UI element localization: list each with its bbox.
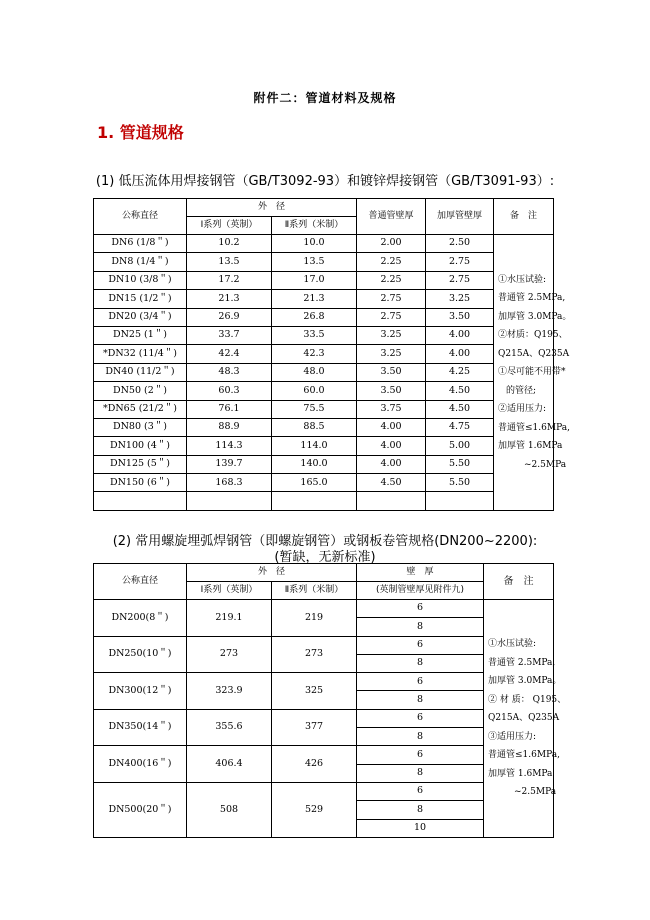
series2-od-cell: 33.5 xyxy=(272,326,357,344)
series2-od-cell: 377 xyxy=(272,709,357,746)
thick-wall-cell: 2.75 xyxy=(426,253,494,271)
remark-line: ②材质：Q195、 xyxy=(498,330,568,341)
thick-wall-cell: 5.00 xyxy=(426,437,494,455)
remarks-notes xyxy=(484,600,567,838)
nominal-diameter-cell: DN6 (1/8＂) xyxy=(94,235,187,253)
series2-od-cell: 529 xyxy=(272,782,357,837)
wall-thickness-cell: 6 xyxy=(357,746,484,764)
wall-thickness-cell: 8 xyxy=(357,801,484,819)
series1-od-cell: 139.7 xyxy=(187,455,272,473)
table-row xyxy=(94,455,554,473)
thick-wall-cell: 4.00 xyxy=(426,326,494,344)
table2-caption: (2) 常用螺旋埋弧焊钢管（即螺旋钢管）或钢板卷管规格(DN200~2200): xyxy=(112,534,538,549)
thick-wall-cell: 4.25 xyxy=(426,363,494,381)
table2-caption-note: (暂缺，无新标准) xyxy=(274,550,376,565)
table-row xyxy=(94,600,554,618)
series1-od-cell: 60.3 xyxy=(187,382,272,400)
wall-thickness-cell: 10 xyxy=(357,819,484,837)
remark-line: ③适用压力: xyxy=(488,731,537,742)
nominal-diameter-cell: DN25 (1＂) xyxy=(94,326,187,344)
nominal-diameter-cell: DN150 (6＂) xyxy=(94,474,187,492)
wall-thickness-cell: 8 xyxy=(357,654,484,672)
header-outer-diameter: 外 径 xyxy=(187,199,357,217)
nominal-diameter-cell: DN10 (3/8＂) xyxy=(94,271,187,289)
normal-wall-cell: 3.25 xyxy=(357,345,426,363)
empty-cell xyxy=(272,492,357,510)
thick-wall-cell: 4.50 xyxy=(426,382,494,400)
nominal-diameter-cell: DN300(12＂) xyxy=(94,673,187,710)
remarks-notes xyxy=(494,235,572,511)
series1-od-cell: 508 xyxy=(187,782,272,837)
remark-line: 加厚管 1.6MPa xyxy=(498,441,563,452)
header-series2: Ⅱ系列（米制） xyxy=(272,217,357,235)
series2-od-cell: 88.5 xyxy=(272,418,357,436)
normal-wall-cell: 4.00 xyxy=(357,455,426,473)
table-row xyxy=(94,253,554,271)
empty-cell xyxy=(187,492,272,510)
remark-line: 加厚管 3.0MPa。 xyxy=(498,311,572,322)
remark-line: ①水压试验: xyxy=(488,639,537,650)
section-title: 1. 管道规格 xyxy=(97,123,184,142)
series2-od-cell: 273 xyxy=(272,636,357,673)
series1-od-cell: 17.2 xyxy=(187,271,272,289)
nominal-diameter-cell: DN100 (4＂) xyxy=(94,437,187,455)
header-wall-note: (英制管壁厚见附件九) xyxy=(357,582,484,600)
thick-wall-cell: 4.50 xyxy=(426,400,494,418)
empty-cell xyxy=(94,492,187,510)
series1-od-cell: 273 xyxy=(187,636,272,673)
table-row-empty xyxy=(94,492,554,510)
nominal-diameter-cell: DN8 (1/4＂) xyxy=(94,253,187,271)
series1-od-cell: 13.5 xyxy=(187,253,272,271)
series2-od-cell: 426 xyxy=(272,746,357,783)
wall-thickness-cell: 6 xyxy=(357,636,484,654)
series1-od-cell: 406.4 xyxy=(187,746,272,783)
header-nominal-diameter: 公称直径 xyxy=(94,564,187,600)
wall-thickness-cell: 6 xyxy=(357,782,484,800)
header-thick-wall: 加厚管壁厚 xyxy=(426,199,494,235)
normal-wall-cell: 2.00 xyxy=(357,235,426,253)
table-row xyxy=(94,235,554,253)
series2-od-cell: 17.0 xyxy=(272,271,357,289)
header-series1: Ⅰ系列（英制） xyxy=(187,582,272,600)
normal-wall-cell: 3.75 xyxy=(357,400,426,418)
header-series1: Ⅰ系列（英制） xyxy=(187,217,272,235)
nominal-diameter-cell: DN500(20＂) xyxy=(94,782,187,837)
header-remarks: 备 注 xyxy=(494,199,554,235)
remark-line: ~2.5MPa xyxy=(524,459,567,470)
table-row xyxy=(94,345,554,363)
series1-od-cell: 26.9 xyxy=(187,308,272,326)
table-row xyxy=(94,290,554,308)
thick-wall-cell: 2.50 xyxy=(426,235,494,253)
remark-line: ①尽可能不用带* xyxy=(498,367,566,378)
table-row xyxy=(94,271,554,289)
page-title: 附件二：管道材料及规格 xyxy=(253,91,397,105)
header-nominal-diameter: 公称直径 xyxy=(94,199,187,235)
series2-od-cell: 75.5 xyxy=(272,400,357,418)
remark-line: 普通管 2.5MPa, xyxy=(488,657,556,668)
series2-od-cell: 26.8 xyxy=(272,308,357,326)
nominal-diameter-cell: DN15 (1/2＂) xyxy=(94,290,187,308)
normal-wall-cell: 3.50 xyxy=(357,363,426,381)
wall-thickness-cell: 6 xyxy=(357,600,484,618)
thick-wall-cell: 3.50 xyxy=(426,308,494,326)
thick-wall-cell: 4.75 xyxy=(426,418,494,436)
series2-od-cell: 114.0 xyxy=(272,437,357,455)
series1-od-cell: 33.7 xyxy=(187,326,272,344)
header-normal-wall: 普通管壁厚 xyxy=(357,199,426,235)
wall-thickness-cell: 6 xyxy=(357,709,484,727)
series1-od-cell: 10.2 xyxy=(187,235,272,253)
wall-thickness-cell: 6 xyxy=(357,673,484,691)
remark-line: Q215A、Q235A xyxy=(488,713,560,724)
series1-od-cell: 219.1 xyxy=(187,600,272,637)
wall-thickness-cell: 8 xyxy=(357,691,484,709)
thick-wall-cell: 3.25 xyxy=(426,290,494,308)
spiral-pipe-table xyxy=(93,563,567,838)
nominal-diameter-cell: *DN32 (11/4＂) xyxy=(94,345,187,363)
wall-thickness-cell: 8 xyxy=(357,728,484,746)
series1-od-cell: 88.9 xyxy=(187,418,272,436)
series1-od-cell: 323.9 xyxy=(187,673,272,710)
nominal-diameter-cell: DN80 (3＂) xyxy=(94,418,187,436)
series1-od-cell: 42.4 xyxy=(187,345,272,363)
normal-wall-cell: 4.50 xyxy=(357,474,426,492)
empty-cell xyxy=(357,492,426,510)
remark-line: 的管径; xyxy=(506,385,537,396)
series2-od-cell: 219 xyxy=(272,600,357,637)
series2-od-cell: 165.0 xyxy=(272,474,357,492)
thick-wall-cell: 4.00 xyxy=(426,345,494,363)
series1-od-cell: 355.6 xyxy=(187,709,272,746)
table-row xyxy=(94,308,554,326)
nominal-diameter-cell: DN250(10＂) xyxy=(94,636,187,673)
remark-line: 加厚管 1.6MPa xyxy=(488,768,553,779)
remark-line: ② 材 质： Q195、 xyxy=(488,694,567,705)
series2-od-cell: 21.3 xyxy=(272,290,357,308)
table-row xyxy=(94,418,554,436)
remark-line: ②适用压力: xyxy=(498,404,547,415)
table-row xyxy=(94,382,554,400)
series2-od-cell: 140.0 xyxy=(272,455,357,473)
empty-cell xyxy=(426,492,494,510)
series2-od-cell: 13.5 xyxy=(272,253,357,271)
normal-wall-cell: 3.25 xyxy=(357,326,426,344)
normal-wall-cell: 3.50 xyxy=(357,382,426,400)
nominal-diameter-cell: DN40 (11/2＂) xyxy=(94,363,187,381)
remark-line: 普通管≤1.6MPa, xyxy=(498,422,570,433)
table-row xyxy=(94,437,554,455)
nominal-diameter-cell: DN400(16＂) xyxy=(94,746,187,783)
series2-od-cell: 60.0 xyxy=(272,382,357,400)
series1-od-cell: 76.1 xyxy=(187,400,272,418)
remark-line: 普通管≤1.6MPa, xyxy=(488,750,560,761)
nominal-diameter-cell: *DN65 (21/2＂) xyxy=(94,400,187,418)
series1-od-cell: 48.3 xyxy=(187,363,272,381)
wall-thickness-cell: 8 xyxy=(357,764,484,782)
series2-od-cell: 325 xyxy=(272,673,357,710)
normal-wall-cell: 2.75 xyxy=(357,290,426,308)
series2-od-cell: 48.0 xyxy=(272,363,357,381)
nominal-diameter-cell: DN350(14＂) xyxy=(94,709,187,746)
nominal-diameter-cell: DN200(8＂) xyxy=(94,600,187,637)
normal-wall-cell: 2.25 xyxy=(357,253,426,271)
table-row xyxy=(94,363,554,381)
thick-wall-cell: 5.50 xyxy=(426,455,494,473)
header-series2: Ⅱ系列（米制） xyxy=(272,582,357,600)
table-row xyxy=(94,400,554,418)
nominal-diameter-cell: DN20 (3/4＂) xyxy=(94,308,187,326)
normal-wall-cell: 4.00 xyxy=(357,418,426,436)
header-outer-diameter: 外 径 xyxy=(187,564,357,582)
nominal-diameter-cell: DN125 (5＂) xyxy=(94,455,187,473)
table1-caption: (1) 低压流体用焊接钢管（GB/T3092-93）和镀锌焊接钢管（GB/T3091-93）: xyxy=(95,174,555,189)
thick-wall-cell: 5.50 xyxy=(426,474,494,492)
series2-od-cell: 42.3 xyxy=(272,345,357,363)
series2-od-cell: 10.0 xyxy=(272,235,357,253)
remark-line: Q215A、Q235A xyxy=(498,348,570,359)
wall-thickness-cell: 8 xyxy=(357,618,484,636)
remark-line: 加厚管 3.0MPa。 xyxy=(488,676,562,687)
low-pressure-pipe-table xyxy=(93,198,572,511)
series1-od-cell: 114.3 xyxy=(187,437,272,455)
normal-wall-cell: 2.75 xyxy=(357,308,426,326)
remark-line: ~2.5MPa xyxy=(514,787,557,798)
series1-od-cell: 168.3 xyxy=(187,474,272,492)
table-row xyxy=(94,326,554,344)
table-row xyxy=(94,474,554,492)
header-remarks: 备 注 xyxy=(484,564,554,600)
remark-line: ①水压试验: xyxy=(498,274,547,285)
nominal-diameter-cell: DN50 (2＂) xyxy=(94,382,187,400)
series1-od-cell: 21.3 xyxy=(187,290,272,308)
normal-wall-cell: 4.00 xyxy=(357,437,426,455)
normal-wall-cell: 2.25 xyxy=(357,271,426,289)
remark-line: 普通管 2.5MPa, xyxy=(498,293,566,304)
header-wall: 壁 厚 xyxy=(357,564,484,582)
thick-wall-cell: 2.75 xyxy=(426,271,494,289)
